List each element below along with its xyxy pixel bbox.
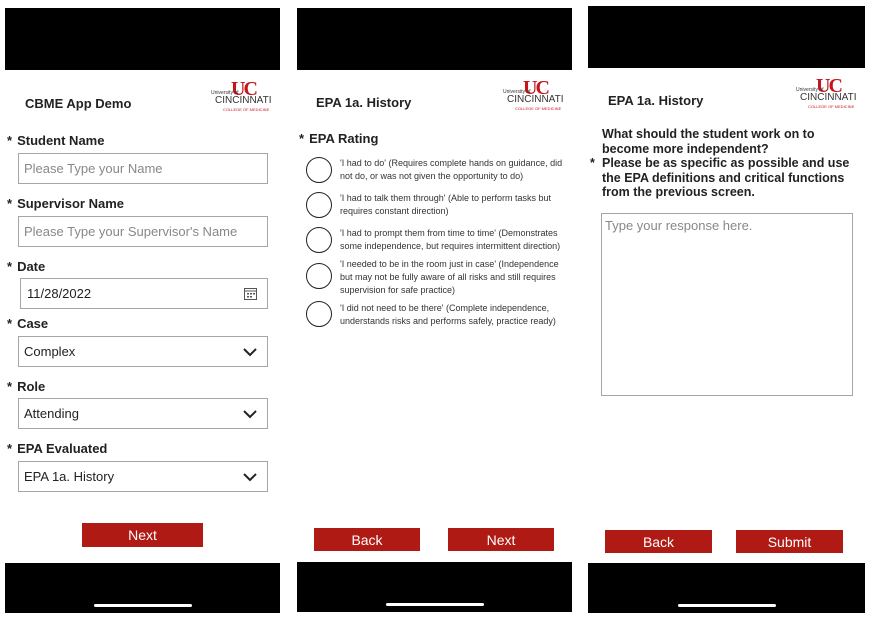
submit-button[interactable]: Submit: [736, 530, 843, 553]
chevron-down-icon: [243, 345, 257, 359]
page-title: CBME App Demo: [25, 96, 132, 111]
uc-logo: UC University of CINCINNATI COLLEGE OF MEDICINE: [503, 77, 564, 111]
next-button[interactable]: Next: [448, 528, 554, 551]
home-indicator[interactable]: [94, 604, 192, 607]
uc-logo: UC University of CINCINNATI COLLEGE OF MEDICINE: [796, 75, 857, 109]
bottom-bar: [5, 563, 280, 613]
role-dropdown[interactable]: Attending: [18, 398, 268, 429]
rating-option-4-radio[interactable]: [306, 263, 332, 289]
status-bar: [588, 6, 865, 68]
rating-option-2-text: 'I had to talk them through' (Able to perform tasks but requires constant direction): [340, 193, 552, 216]
required-mark: *: [590, 156, 595, 170]
question-line-2: Please be as specific as possible and use the EPA definitions and critical functions from the previous screen.: [602, 156, 850, 199]
back-button[interactable]: Back: [605, 530, 712, 553]
case-dropdown[interactable]: Complex: [18, 336, 268, 367]
bottom-bar: [297, 562, 572, 612]
rating-option-1-radio[interactable]: [306, 157, 332, 183]
rating-option-5-text: 'I did not need to be there' (Complete independence, understands risks and performs safely, practice ready): [340, 303, 556, 326]
uc-logo: UC University of CINCINNATI COLLEGE OF MEDICINE: [211, 78, 272, 112]
student-name-input[interactable]: Please Type your Name: [18, 153, 268, 184]
home-indicator[interactable]: [678, 604, 776, 607]
student-name-label: * Student Name: [7, 133, 105, 148]
calendar-icon: [244, 287, 257, 300]
rating-option-3-radio[interactable]: [306, 227, 332, 253]
home-indicator[interactable]: [386, 603, 484, 606]
question-line-1: What should the student work on to become more independent?: [602, 127, 815, 156]
bottom-bar: [588, 563, 865, 613]
rating-option-2-radio[interactable]: [306, 192, 332, 218]
page-title: EPA 1a. History: [316, 95, 412, 110]
response-textarea[interactable]: Type your response here.: [601, 213, 853, 396]
date-label: * Date: [7, 259, 46, 274]
epa-dropdown[interactable]: EPA 1a. History: [18, 461, 268, 492]
next-button[interactable]: Next: [82, 523, 203, 547]
screen-student-info: [5, 0, 280, 618]
rating-option-5-radio[interactable]: [306, 301, 332, 327]
case-label: * Case: [7, 316, 49, 331]
epa-rating-label: * EPA Rating: [299, 131, 379, 146]
chevron-down-icon: [243, 470, 257, 484]
rating-option-1-text: 'I had to do' (Requires complete hands on guidance, did not do, or was not given the opportunity to do): [340, 158, 563, 181]
supervisor-name-label: * Supervisor Name: [7, 196, 124, 211]
status-bar: [297, 8, 572, 70]
rating-option-4-text: 'I needed to be in the room just in case' (Independence but may not be fully aware of all risks and still requires supervision for safe practice): [340, 259, 559, 295]
page-title: EPA 1a. History: [608, 93, 704, 108]
screen-feedback: [588, 0, 865, 618]
screen-epa-rating: [297, 0, 572, 618]
status-bar: [5, 8, 280, 70]
role-label: * Role: [7, 379, 46, 394]
date-picker[interactable]: 11/28/2022: [20, 278, 268, 309]
back-button[interactable]: Back: [314, 528, 420, 551]
rating-option-3-text: 'I had to prompt them from time to time' (Demonstrates some independence, but requires intermittent direction): [340, 228, 561, 251]
epa-evaluated-label: * EPA Evaluated: [7, 441, 108, 456]
supervisor-name-input[interactable]: Please Type your Supervisor's Name: [18, 216, 268, 247]
chevron-down-icon: [243, 407, 257, 421]
